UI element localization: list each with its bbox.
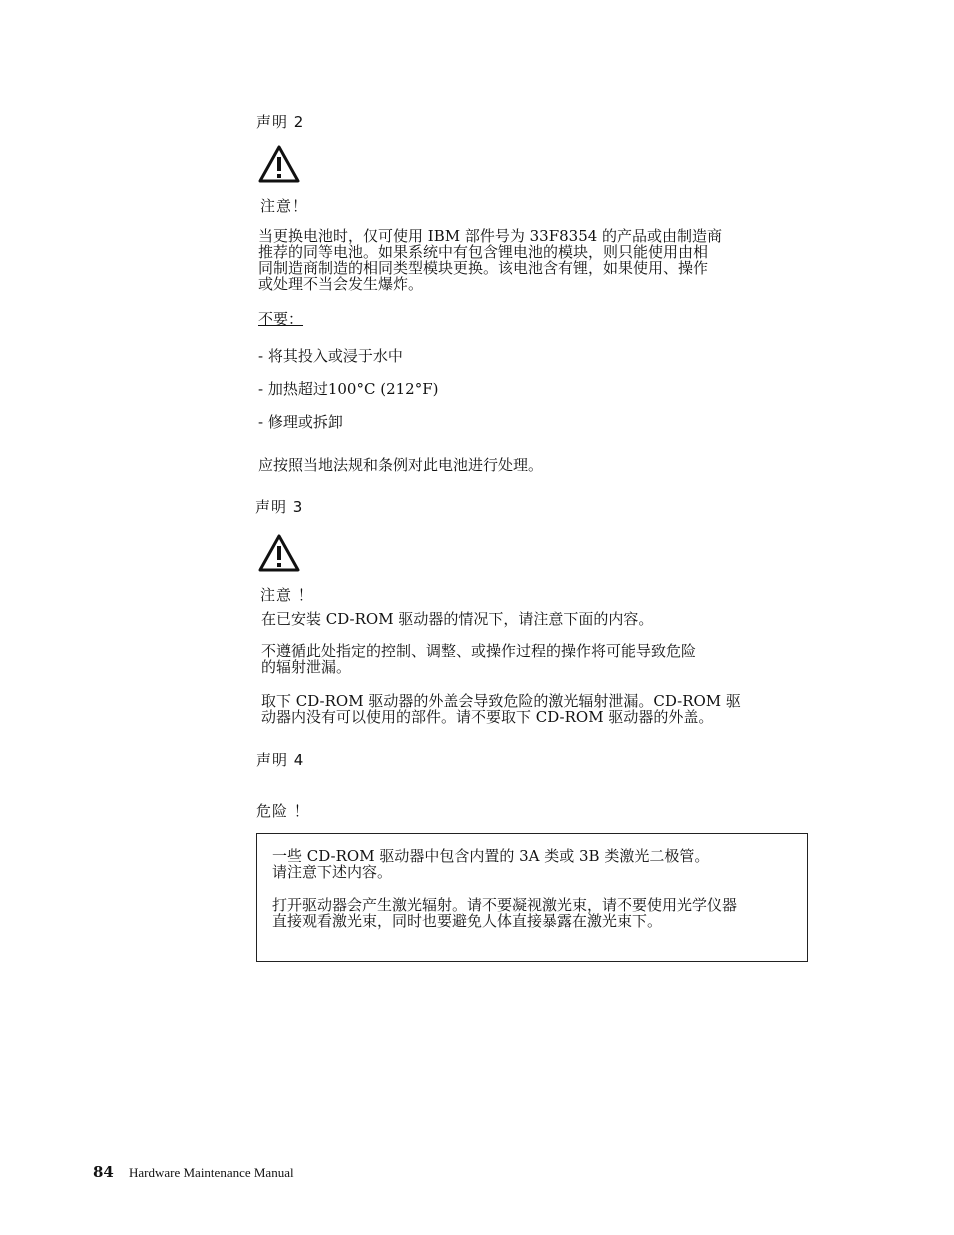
statement-3-paragraph-3-line: 动器内没有可以使用的部件。请不要取下 CD-ROM 驱动器的外盖。	[261, 708, 714, 726]
page-number: 84	[93, 1163, 114, 1181]
list-item: - 加热超过100°C (212°F)	[258, 380, 439, 398]
list-item: - 将其投入或浸于水中	[258, 347, 403, 365]
statement-2-paragraph	[258, 228, 722, 292]
statement-2-paragraph-line: 同制造商制造的相同类型模块更换。该电池含有锂，如果使用、操作	[258, 259, 709, 277]
statement-3-heading: 声明 3	[255, 498, 304, 516]
danger-label: 危险 ！	[256, 802, 310, 820]
statement-2-paragraph-line: 推荐的同等电池。如果系统中有包含锂电池的模块，则只能使用由相	[258, 243, 709, 261]
danger-box-paragraph-1	[272, 848, 709, 880]
statement-3-paragraph-2	[261, 643, 696, 675]
danger-box-paragraph-2	[272, 897, 737, 929]
warning-triangle-icon	[257, 144, 301, 188]
statement-3-paragraph-2-line: 的辐射泄漏。	[261, 658, 352, 676]
statement-3-paragraph-2-line: 不遵循此处指定的控制、调整、或操作过程的操作将可能导致危险	[261, 642, 697, 660]
danger-box-paragraph-1-line: 一些 CD-ROM 驱动器中包含内置的 3A 类或 3B 类激光二极管。	[272, 847, 710, 865]
statement-3-paragraph-3	[261, 693, 741, 725]
manual-title: Hardware Maintenance Manual	[129, 1165, 294, 1180]
disposal-text: 应按照当地法规和条例对此电池进行处理。	[258, 456, 544, 474]
list-item: - 修理或拆卸	[258, 413, 343, 431]
statement-2-paragraph-line: 当更换电池时，仅可使用 IBM 部件号为 33F8354 的产品或由制造商	[258, 227, 723, 245]
do-not-label: 不要：	[258, 310, 304, 328]
statement-4-heading: 声明 4	[256, 751, 305, 769]
danger-box	[256, 833, 808, 962]
warning-triangle-icon	[257, 533, 301, 577]
danger-box-paragraph-1-line: 请注意下述内容。	[272, 863, 393, 881]
statement-3-paragraph-3-line: 取下 CD-ROM 驱动器的外盖会导致危险的激光辐射泄漏。CD-ROM 驱	[261, 692, 741, 710]
danger-box-paragraph-2-line: 直接观看激光束，同时也要避免人体直接暴露在激光束下。	[272, 912, 663, 930]
statement-2-caution-label: 注意！	[260, 197, 309, 215]
statement-2-heading: 声明 2	[256, 113, 305, 131]
statement-3-paragraph-1: 在已安装 CD-ROM 驱动器的情况下，请注意下面的内容。	[261, 610, 654, 628]
statement-3-caution-label: 注意 ！	[260, 586, 314, 604]
danger-box-paragraph-2-line: 打开驱动器会产生激光辐射。请不要凝视激光束，请不要使用光学仪器	[272, 896, 738, 914]
statement-2-paragraph-line: 或处理不当会发生爆炸。	[258, 275, 424, 293]
